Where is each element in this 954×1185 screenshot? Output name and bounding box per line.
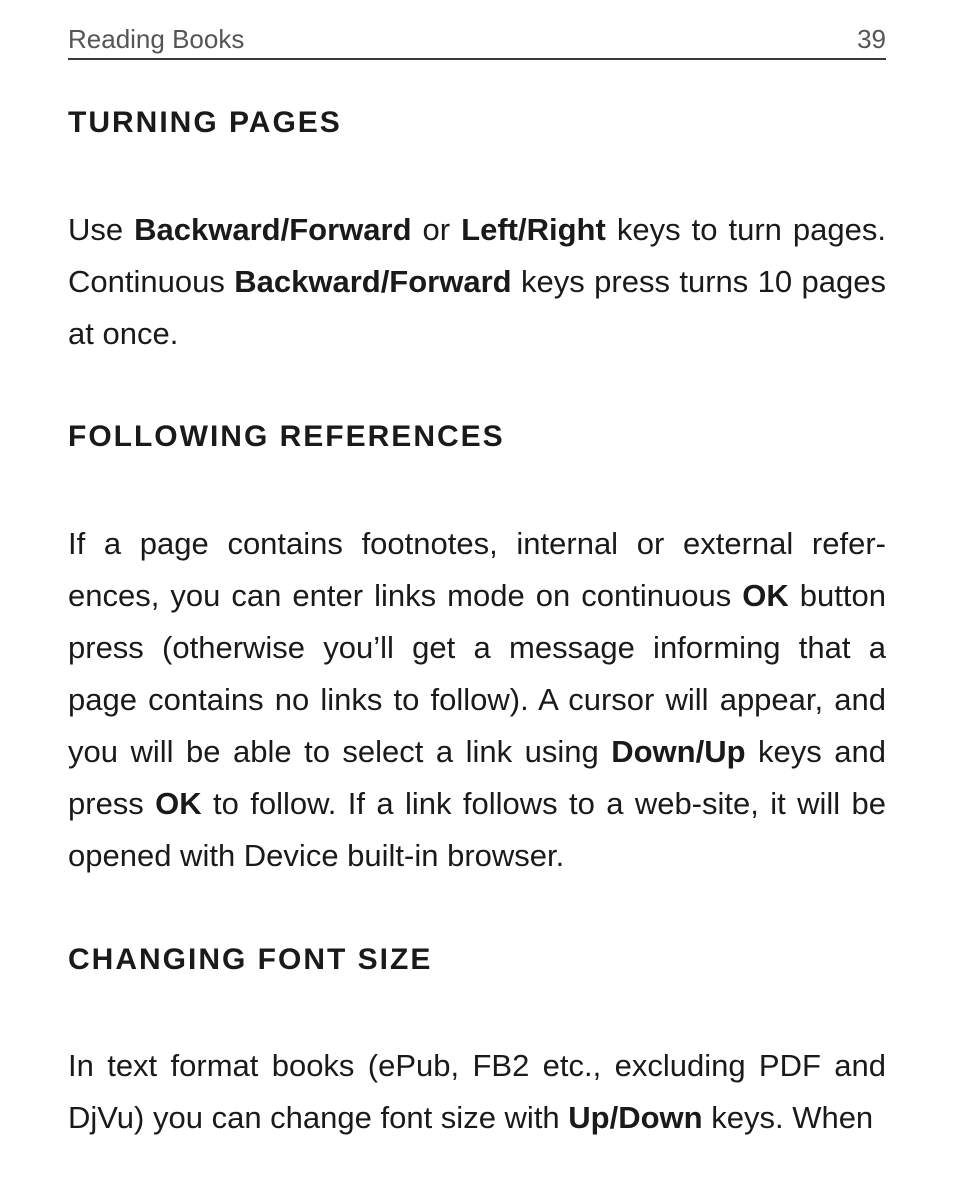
text-run: keys. When	[702, 1100, 874, 1135]
page-number: 39	[857, 24, 886, 54]
paragraph-changing-font-size	[68, 1040, 886, 1144]
key-name: Left/Right	[461, 212, 606, 247]
text-run: keys and press	[68, 734, 886, 821]
text-run: Use	[68, 212, 135, 247]
heading-changing-font-size: CHANGING FONT SIZE	[68, 943, 433, 976]
text-run: keys to turn pages. Continuous	[68, 212, 886, 299]
text-run: In text format books (ePub, FB2 etc., excluding PDF and DjVu) you can change font size with	[68, 1048, 886, 1135]
key-name: OK	[155, 786, 202, 821]
running-header	[68, 22, 886, 60]
text-run: to follow. If a link follows to a web-site, it will be opened with Device built-in browser.	[68, 786, 886, 873]
text-run: button press (otherwise you’ll get a message informing that a page contains no links to follow). A cursor will appear, and you will be able to select a link using	[68, 578, 886, 769]
text-run: keys press turns 10 pages at once.	[68, 264, 886, 351]
text-run: If a page contains footnotes, internal or external refer-ences, you can enter links mode on continuous	[68, 526, 886, 613]
key-name: Backward/Forward	[134, 212, 412, 247]
header-section-title: Reading Books	[68, 24, 245, 54]
key-name: Down/Up	[611, 734, 746, 769]
heading-turning-pages: TURNING PAGES	[68, 106, 342, 139]
paragraph-following-references	[68, 518, 886, 882]
paragraph-turning-pages	[68, 204, 886, 360]
key-name: OK	[742, 578, 789, 613]
key-name: Backward/Forward	[234, 264, 512, 299]
document-page	[68, 0, 886, 1185]
heading-following-references: FOLLOWING REFERENCES	[68, 420, 505, 453]
key-name: Up/Down	[568, 1100, 703, 1135]
text-run: or	[411, 212, 462, 247]
